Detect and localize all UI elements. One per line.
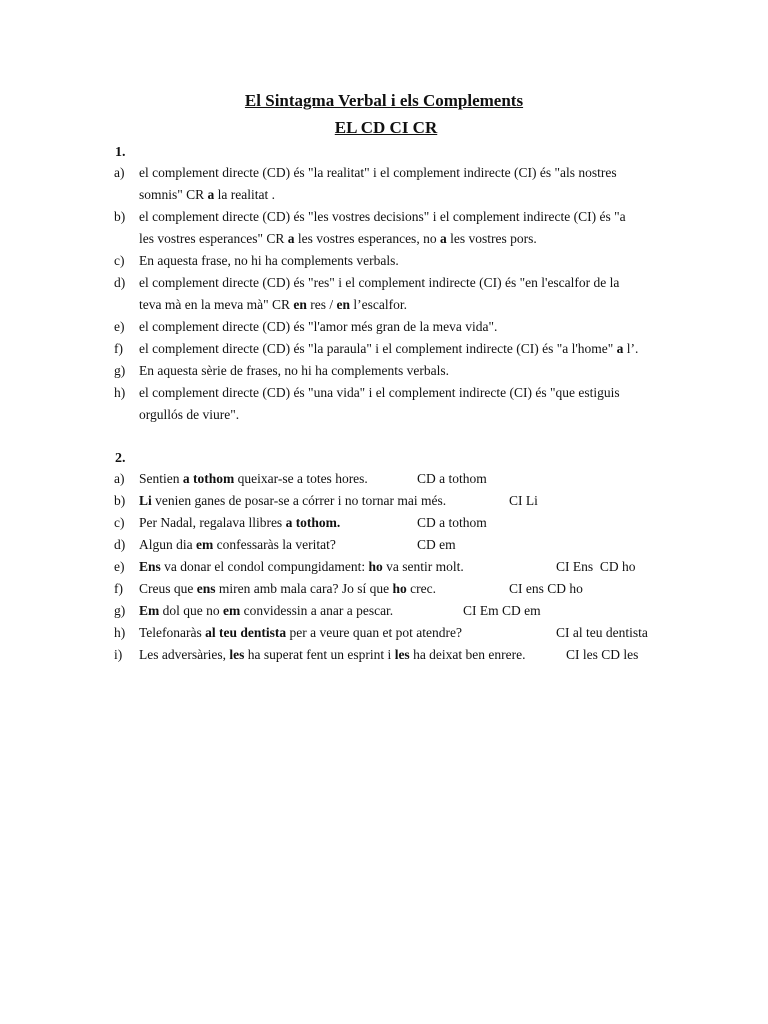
list-item xyxy=(114,578,674,600)
item-text: l’. xyxy=(623,341,639,356)
item-bold-text: ens xyxy=(196,581,216,596)
item-text: Algun dia xyxy=(139,537,196,552)
item-bold-text: em xyxy=(223,603,241,618)
item-text: ha superat fent un esprint i xyxy=(244,647,395,662)
item-marker: e) xyxy=(114,319,125,334)
list-item xyxy=(114,490,674,512)
document-title: El Sintagma Verbal i els Complements xyxy=(244,91,524,110)
list-item xyxy=(114,360,674,382)
item-marker: f) xyxy=(114,581,123,596)
item-text: el complement directe (CD) és "la paraula" i el complement indirecte (CI) és "a l'home" xyxy=(139,341,617,356)
item-text: dol que no xyxy=(159,603,223,618)
list-item xyxy=(114,272,674,316)
item-text: convidessin a anar a pescar. xyxy=(240,603,394,618)
item-bold-text: ho xyxy=(392,581,407,596)
item-bold-text: les xyxy=(394,647,410,662)
list-item xyxy=(114,338,674,360)
item-bold-text: en xyxy=(293,297,307,312)
item-text: les vostres esperances, no xyxy=(294,231,440,246)
list-item xyxy=(114,556,674,578)
section-1-number: 1. xyxy=(115,145,126,160)
item-answer: CI Em CD em xyxy=(463,603,541,618)
item-marker: c) xyxy=(114,515,125,530)
item-marker: d) xyxy=(114,537,126,552)
item-text: les vostres esperances" CR xyxy=(139,231,288,246)
item-bold-text: Li xyxy=(139,493,152,508)
item-line xyxy=(139,382,674,404)
item-marker: g) xyxy=(114,363,126,378)
item-line xyxy=(139,360,674,382)
list-item xyxy=(114,382,674,426)
list-item xyxy=(114,250,674,272)
item-bold-text: a xyxy=(207,187,215,202)
section-2-number: 2. xyxy=(115,451,126,466)
item-text: va sentir molt. xyxy=(382,559,464,574)
item-line xyxy=(139,272,674,294)
item-bold-text: a xyxy=(616,341,624,356)
item-marker: g) xyxy=(114,603,126,618)
item-text: l’escalfor. xyxy=(349,297,407,312)
item-text: ha deixat ben enrere. xyxy=(409,647,526,662)
list-item xyxy=(114,644,674,666)
item-line xyxy=(139,228,674,250)
item-text: el complement directe (CD) és "res" i el complement indirecte (CI) és "en l'escalfor de la xyxy=(139,275,620,290)
item-text: Telefonaràs xyxy=(139,625,206,640)
item-text: Sentien xyxy=(139,471,183,486)
item-text: res / xyxy=(306,297,337,312)
item-text: va donar el condol compungidament: xyxy=(160,559,369,574)
item-line xyxy=(139,294,674,316)
list-item xyxy=(114,622,674,644)
item-text: Creus que xyxy=(139,581,197,596)
item-answer: CI Li xyxy=(509,493,538,508)
item-marker: b) xyxy=(114,209,126,224)
item-line xyxy=(139,206,674,228)
list-item xyxy=(114,600,674,622)
item-text: teva mà en la meva mà" CR xyxy=(139,297,294,312)
item-text: En aquesta frase, no hi ha complements verbals. xyxy=(139,253,399,268)
section-1-list xyxy=(114,162,674,426)
item-text: somnis" CR xyxy=(139,187,208,202)
list-item xyxy=(114,468,674,490)
item-marker: a) xyxy=(114,471,125,486)
list-item xyxy=(114,534,674,556)
item-answer: CD em xyxy=(417,537,456,552)
item-bold-text: ho xyxy=(368,559,383,574)
item-line xyxy=(139,162,674,184)
item-text: el complement directe (CD) és "la realitat" i el complement indirecte (CI) és "als nostres xyxy=(139,165,617,180)
list-item xyxy=(114,512,674,534)
item-line xyxy=(139,404,674,426)
item-line xyxy=(139,316,674,338)
item-bold-text: Ens xyxy=(139,559,161,574)
item-text: queixar-se a totes hores. xyxy=(234,471,368,486)
item-bold-text: en xyxy=(336,297,350,312)
item-marker: b) xyxy=(114,493,126,508)
item-answer: CI ens CD ho xyxy=(509,581,583,596)
item-text: crec. xyxy=(406,581,436,596)
item-line xyxy=(139,184,674,206)
item-answer: CI les CD les xyxy=(566,647,639,662)
item-text: per a veure quan et pot atendre? xyxy=(286,625,462,640)
item-text: el complement directe (CD) és "l'amor més gran de la meva vida". xyxy=(139,319,498,334)
list-item xyxy=(114,316,674,338)
list-item xyxy=(114,162,674,206)
item-text: les vostres pors. xyxy=(446,231,537,246)
item-line xyxy=(139,250,674,272)
list-item xyxy=(114,206,674,250)
item-text: el complement directe (CD) és "les vostres decisions" i el complement indirecte (CI) és "a xyxy=(139,209,626,224)
item-marker: h) xyxy=(114,385,126,400)
item-bold-text: les xyxy=(229,647,245,662)
item-marker: d) xyxy=(114,275,126,290)
item-marker: h) xyxy=(114,625,126,640)
item-text: Per Nadal, regalava llibres xyxy=(139,515,286,530)
item-answer: CD a tothom xyxy=(417,515,487,530)
item-bold-text: Em xyxy=(139,603,160,618)
item-marker: c) xyxy=(114,253,125,268)
item-text: miren amb mala cara? Jo sí que xyxy=(215,581,393,596)
item-text: En aquesta sèrie de frases, no hi ha complements verbals. xyxy=(139,363,450,378)
item-answer: CD a tothom xyxy=(417,471,487,486)
item-bold-text: em xyxy=(196,537,214,552)
item-bold-text: a xyxy=(439,231,447,246)
item-marker: f) xyxy=(114,341,123,356)
item-bold-text: a xyxy=(287,231,295,246)
item-text: el complement directe (CD) és "una vida" i el complement indirecte (CI) és "que estiguis xyxy=(139,385,620,400)
item-line xyxy=(139,338,674,360)
document-subtitle: EL CD CI CR xyxy=(334,118,438,137)
item-bold-text: al teu dentista xyxy=(205,625,287,640)
item-text: confessaràs la veritat? xyxy=(213,537,336,552)
item-text: Les adversàries, xyxy=(139,647,230,662)
item-answer: CI Ens CD ho xyxy=(556,559,636,574)
item-bold-text: a tothom xyxy=(182,471,235,486)
item-marker: i) xyxy=(114,647,123,662)
item-marker: e) xyxy=(114,559,125,574)
section-2-list xyxy=(114,468,674,666)
item-text: venien ganes de posar-se a córrer i no tornar mai més. xyxy=(151,493,447,508)
item-text: orgullós de viure". xyxy=(139,407,240,422)
item-bold-text: a tothom. xyxy=(285,515,341,530)
item-text: la realitat . xyxy=(214,187,275,202)
item-answer: CI al teu dentista xyxy=(556,625,648,640)
item-marker: a) xyxy=(114,165,125,180)
